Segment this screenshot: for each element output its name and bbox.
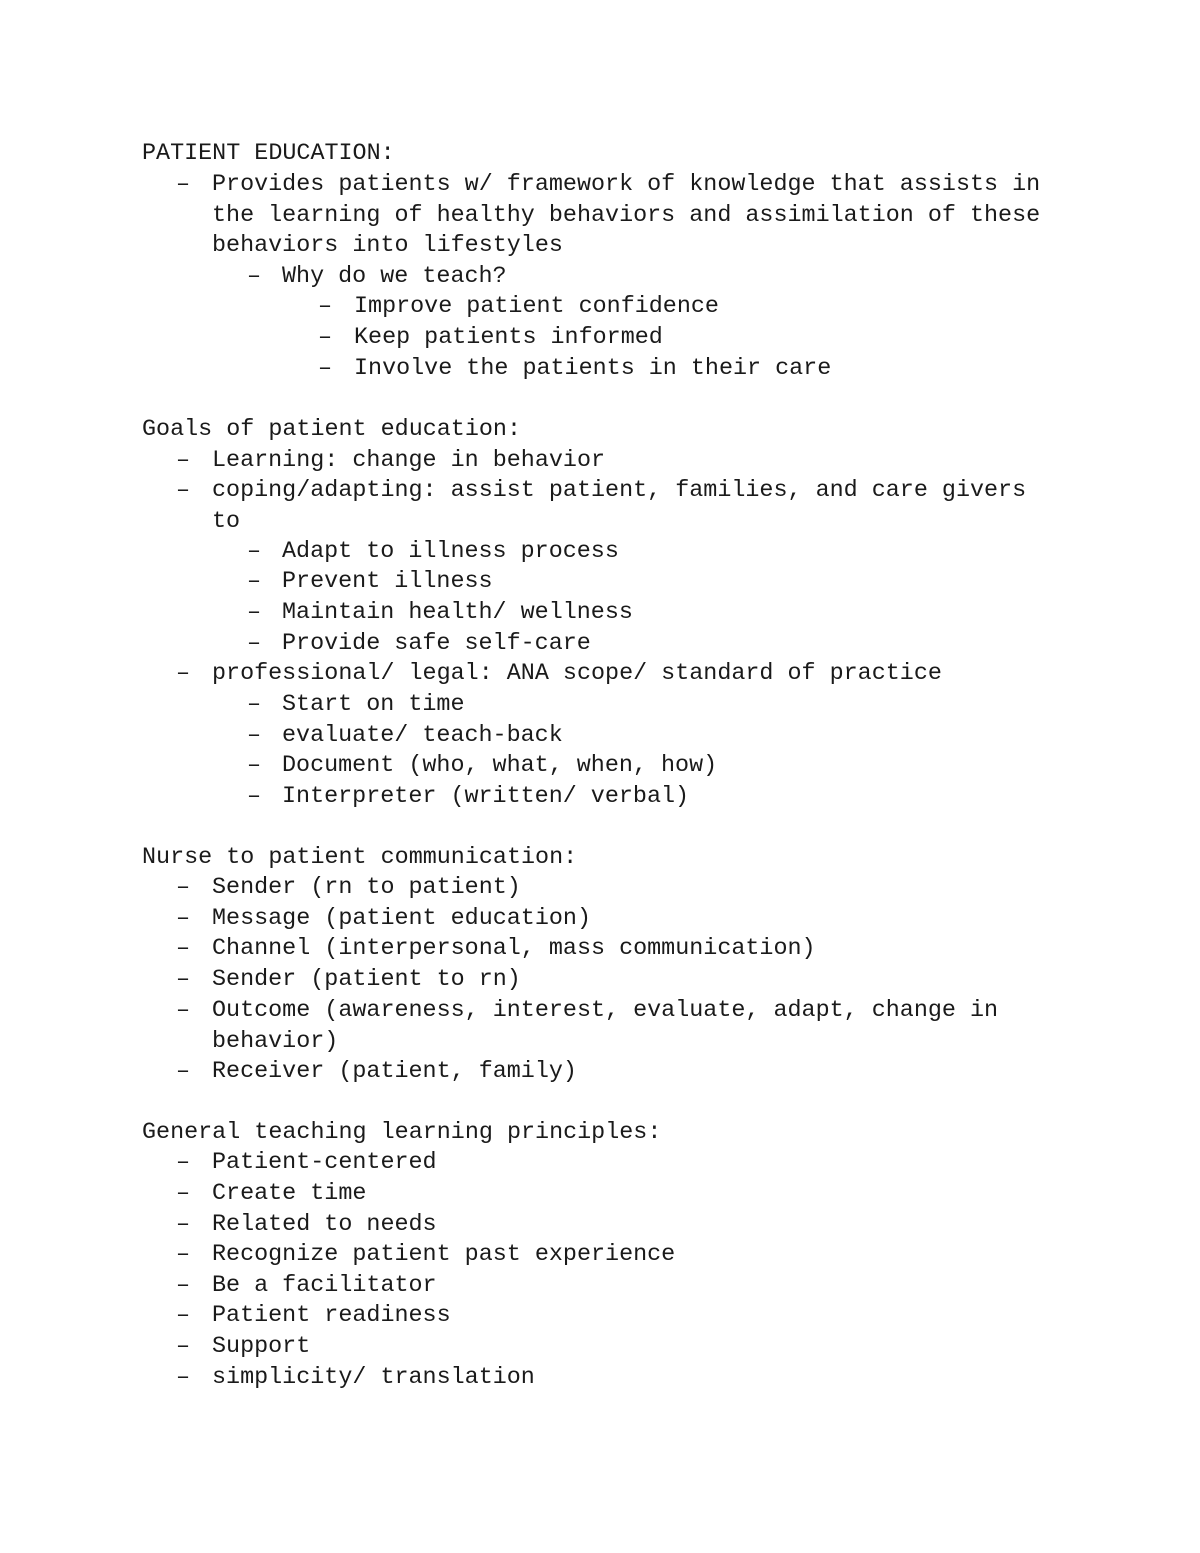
list-item-text: evaluate/ teach-back xyxy=(282,723,563,749)
list-item xyxy=(176,1148,1056,1179)
list-item xyxy=(247,629,1047,660)
list-item xyxy=(176,1240,1056,1271)
bullet-dash: – xyxy=(247,631,262,657)
list-item-text: Recognize patient past experience xyxy=(212,1242,676,1268)
list-item-text: Document (who, what, when, how) xyxy=(282,753,718,779)
list-item-text: Provide safe self-care xyxy=(282,631,591,657)
bullet-dash: – xyxy=(318,356,333,382)
list-item-text: Learning: change in behavior xyxy=(212,448,606,474)
bullet-dash: – xyxy=(318,325,333,351)
list-item xyxy=(176,996,1056,1057)
bullet-dash: – xyxy=(176,936,191,962)
bullet-dash: – xyxy=(247,600,262,626)
bullet-dash: – xyxy=(247,753,262,779)
list-item xyxy=(247,537,1047,568)
bullet-dash: – xyxy=(176,875,191,901)
list-item-text: Improve patient confidence xyxy=(354,294,719,320)
list-item xyxy=(176,1210,1056,1241)
list-item xyxy=(247,262,1047,293)
list-item-text: Patient readiness xyxy=(212,1303,451,1329)
bullet-dash: – xyxy=(176,478,191,504)
bullet-dash: – xyxy=(176,1303,191,1329)
list-item-text: Be a facilitator xyxy=(212,1273,437,1299)
bullet-dash: – xyxy=(247,784,262,810)
bullet-dash: – xyxy=(176,1365,191,1391)
bullet-dash: – xyxy=(176,906,191,932)
list-item-text: simplicity/ translation xyxy=(212,1365,535,1391)
list-item-text: Involve the patients in their care xyxy=(354,356,832,382)
bullet-dash: – xyxy=(176,998,191,1024)
list-item-text: Adapt to illness process xyxy=(282,539,619,565)
list-item xyxy=(247,751,1047,782)
bullet-dash: – xyxy=(176,1242,191,1268)
list-item-text: Channel (interpersonal, mass communication) xyxy=(212,936,816,962)
list-item xyxy=(247,721,1047,752)
list-item-text: Maintain health/ wellness xyxy=(282,600,633,626)
list-item xyxy=(247,598,1047,629)
list-item-text: Sender (patient to rn) xyxy=(212,967,521,993)
list-item xyxy=(176,659,1056,690)
bullet-dash: – xyxy=(176,448,191,474)
bullet-dash: – xyxy=(247,569,262,595)
bullet-dash: – xyxy=(176,661,191,687)
list-item-text: coping/adapting: assist patient, families, and care givers to xyxy=(212,478,1041,535)
section-title: Nurse to patient communication: xyxy=(142,845,578,871)
list-item-text: Related to needs xyxy=(212,1212,437,1238)
section-title: General teaching learning principles: xyxy=(142,1120,662,1146)
list-item-text: professional/ legal: ANA scope/ standard of practice xyxy=(212,661,942,687)
list-item xyxy=(176,1363,1056,1394)
bullet-dash: – xyxy=(247,692,262,718)
list-item-text: Interpreter (written/ verbal) xyxy=(282,784,690,810)
bullet-dash: – xyxy=(176,1150,191,1176)
bullet-dash: – xyxy=(247,264,262,290)
list-item xyxy=(176,934,1056,965)
bullet-dash: – xyxy=(176,967,191,993)
list-item xyxy=(176,1271,1056,1302)
bullet-dash: – xyxy=(176,1059,191,1085)
list-item xyxy=(176,476,1056,537)
bullet-dash: – xyxy=(176,1334,191,1360)
list-item-text: Receiver (patient, family) xyxy=(212,1059,577,1085)
list-item xyxy=(318,323,1058,354)
list-item xyxy=(176,170,1056,262)
list-item-text: Sender (rn to patient) xyxy=(212,875,521,901)
list-item-text: Start on time xyxy=(282,692,465,718)
list-item xyxy=(318,292,1058,323)
list-item xyxy=(247,782,1047,813)
list-item xyxy=(247,690,1047,721)
bullet-dash: – xyxy=(176,1212,191,1238)
list-item-text: Why do we teach? xyxy=(282,264,507,290)
list-item-text: Support xyxy=(212,1334,311,1360)
list-item xyxy=(176,1179,1056,1210)
list-item-text: Message (patient education) xyxy=(212,906,591,932)
list-item xyxy=(176,1057,1056,1088)
list-item-text: Create time xyxy=(212,1181,367,1207)
bullet-dash: – xyxy=(247,723,262,749)
bullet-dash: – xyxy=(247,539,262,565)
list-item-text: Outcome (awareness, interest, evaluate, adapt, change in behavior) xyxy=(212,998,1013,1055)
list-item xyxy=(176,965,1056,996)
list-item xyxy=(176,904,1056,935)
bullet-dash: – xyxy=(176,1273,191,1299)
list-item xyxy=(176,873,1056,904)
list-item-text: Provides patients w/ framework of knowledge that assists in the learning of healthy behaviors and assimilation of these behaviors into lifestyles xyxy=(212,172,1055,260)
list-item xyxy=(176,1301,1056,1332)
list-item-text: Patient-centered xyxy=(212,1150,437,1176)
list-item-text: Keep patients informed xyxy=(354,325,663,351)
bullet-dash: – xyxy=(176,172,191,198)
list-item-text: Prevent illness xyxy=(282,569,493,595)
bullet-dash: – xyxy=(318,294,333,320)
bullet-dash: – xyxy=(176,1181,191,1207)
list-item xyxy=(247,567,1047,598)
section-title: PATIENT EDUCATION: xyxy=(142,141,395,167)
list-item xyxy=(318,354,1058,385)
list-item xyxy=(176,1332,1056,1363)
list-item xyxy=(176,446,1056,477)
section-title: Goals of patient education: xyxy=(142,417,521,443)
